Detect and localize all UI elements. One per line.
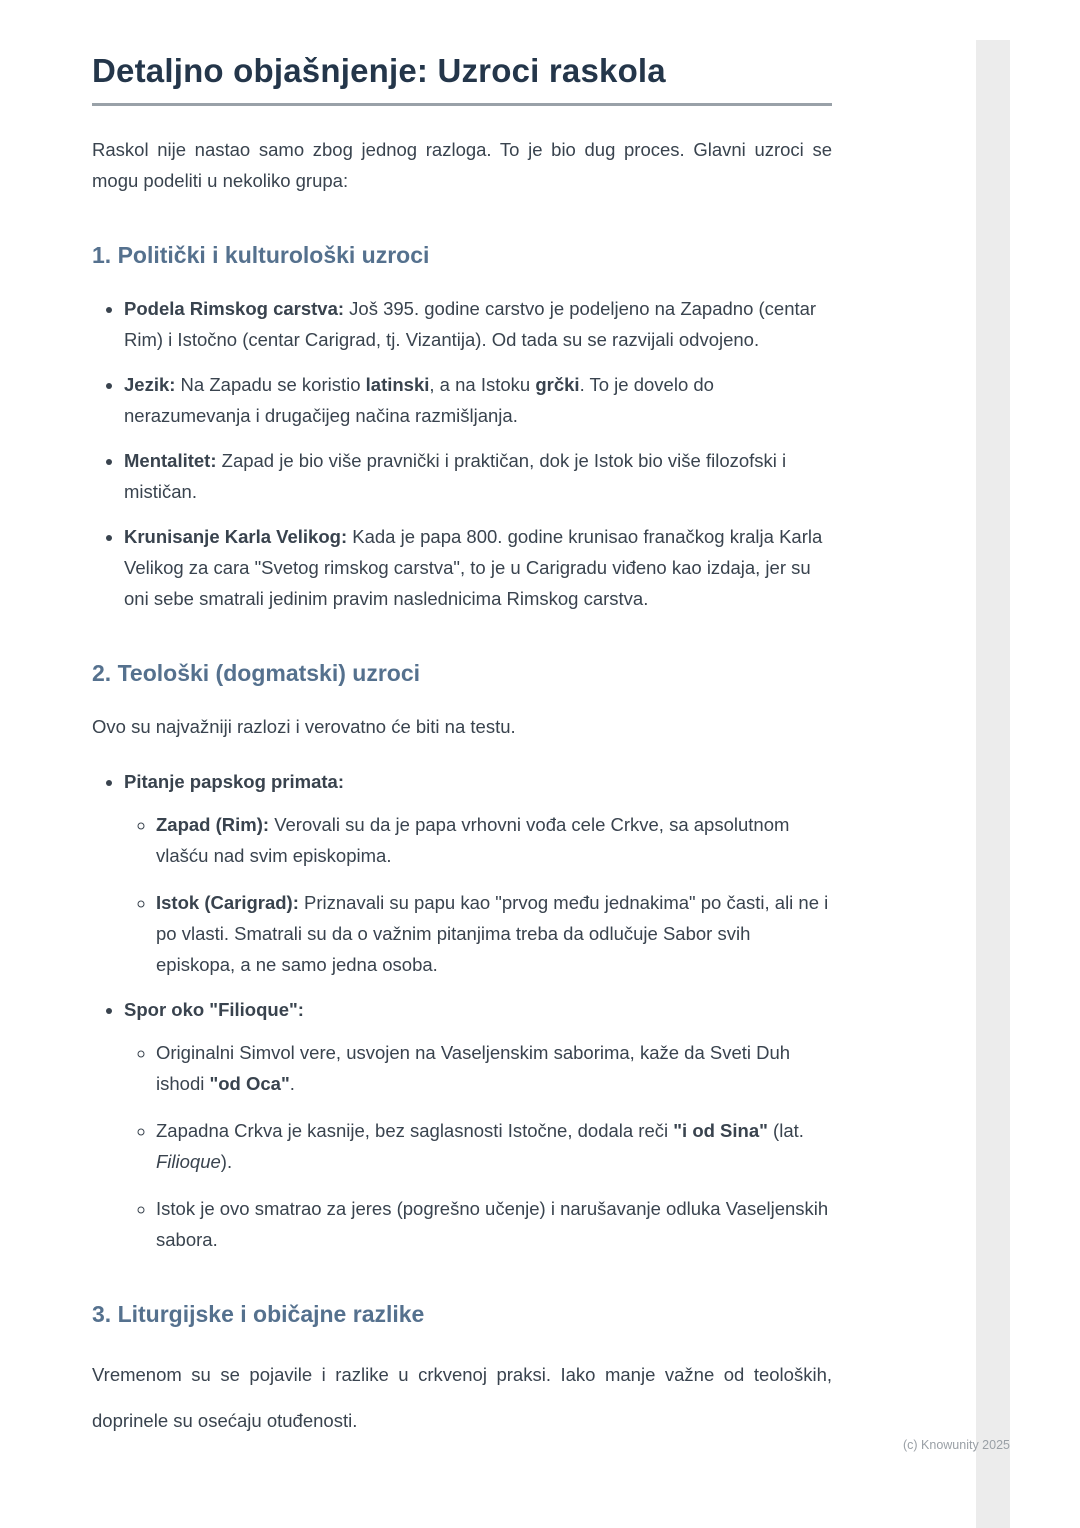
bullet-list	[92, 766, 832, 1255]
text-segment: Priznavali su papu kao "prvog među jednakima" po časti, ali ne i po vlasti. Smatrali su da o važnim pitanjima treba da odlučuje Sabor svih episkopa, a ne samo jedna osoba.	[156, 892, 829, 975]
list-item	[124, 445, 832, 507]
text-segment: .	[289, 1073, 295, 1094]
list-item	[124, 521, 832, 614]
text-segment: . To je dovelo do nerazumevanja i drugačijeg načina razmišljanja.	[124, 374, 714, 426]
text-segment: Jezik:	[124, 374, 176, 395]
watermark: (c) Knowunity 2025	[902, 1438, 1010, 1452]
sub-list-item	[156, 809, 832, 871]
sub-bullet-list	[124, 1037, 832, 1255]
sub-list-item	[156, 1037, 832, 1099]
section-lead-paragraph: Ovo su najvažniji razlozi i verovatno će biti na testu.	[92, 716, 516, 737]
text-segment: latinski	[365, 374, 430, 395]
text-segment: ).	[220, 1151, 233, 1172]
text-segment: "i od Sina"	[673, 1120, 768, 1141]
text-segment: Istok (Carigrad):	[156, 892, 299, 913]
text-segment: Zapad je bio više pravnički i praktičan, dok je Istok bio više filozofski i mističan.	[124, 450, 787, 502]
document-content	[92, 0, 832, 1444]
title-divider	[92, 103, 832, 106]
text-segment: Mentalitet:	[124, 450, 217, 471]
list-item	[124, 766, 832, 980]
section-theological	[92, 660, 832, 1255]
section-political-cultural	[92, 242, 832, 614]
text-segment: Filioque	[156, 1151, 221, 1172]
text-segment: grčki	[535, 374, 580, 395]
section-liturgical	[92, 1301, 832, 1444]
text-segment: Zapad (Rim):	[156, 814, 270, 835]
section-heading: 3. Liturgijske i običajne razlike	[92, 1301, 425, 1327]
text-segment: Na Zapadu se koristio	[175, 374, 366, 395]
sub-bullet-list	[124, 809, 832, 980]
text-segment: Spor oko "Filioque":	[124, 999, 304, 1020]
text-segment: , a na Istoku	[429, 374, 536, 395]
sub-list-item	[156, 1115, 832, 1177]
page-title: Detaljno objašnjenje: Uzroci raskola	[92, 52, 666, 89]
text-segment: Podela Rimskog carstva:	[124, 298, 345, 319]
text-segment: (lat.	[767, 1120, 804, 1141]
text-segment: Još 395. godine carstvo je podeljeno na Zapadno (centar Rim) i Istočno (centar Carigrad, tj. Vizantija). Od tada su se razvijali odvojeno.	[124, 298, 817, 350]
section-heading: 2. Teološki (dogmatski) uzroci	[92, 660, 421, 686]
list-item	[124, 994, 832, 1255]
sub-list-item	[156, 1193, 832, 1255]
intro-paragraph: Raskol nije nastao samo zbog jednog razloga. To je bio dug proces. Glavni uzroci se mogu podeliti u nekoliko grupa:	[92, 139, 832, 191]
bullet-list	[92, 293, 832, 614]
text-segment: Originalni Simvol vere, usvojen na Vaseljenskim saborima, kaže da Sveti Duh ishodi	[156, 1042, 791, 1094]
scrollbar-track[interactable]	[976, 40, 1010, 1528]
section-lead-paragraph: Vremenom su se pojavile i razlike u crkvenoj praksi. Iako manje važne od teoloških, doprinele su osećaju otuđenosti.	[92, 1364, 832, 1431]
text-segment: Verovali su da je papa vrhovni vođa cele Crkve, sa apsolutnom vlašću nad svim episkopima.	[156, 814, 790, 866]
text-segment: Zapadna Crkva je kasnije, bez saglasnosti Istočne, dodala reči	[156, 1120, 674, 1141]
text-segment: Istok je ovo smatrao za jeres (pogrešno učenje) i narušavanje odluka Vaseljenskih sabora.	[156, 1198, 829, 1250]
text-segment: "od Oca"	[209, 1073, 290, 1094]
list-item	[124, 369, 832, 431]
text-segment: Kada je papa 800. godine krunisao franačkog kralja Karla Velikog za cara "Svetog rimskog carstva", to je u Carigradu viđeno kao izdaja, jer su oni sebe smatrali jedinim pravim naslednicima Rimskog carstva.	[124, 526, 823, 609]
list-item	[124, 293, 832, 355]
section-heading: 1. Politički i kulturološki uzroci	[92, 242, 430, 268]
text-segment: Pitanje papskog primata:	[124, 771, 344, 792]
text-segment: Krunisanje Karla Velikog:	[124, 526, 348, 547]
sub-list-item	[156, 887, 832, 980]
